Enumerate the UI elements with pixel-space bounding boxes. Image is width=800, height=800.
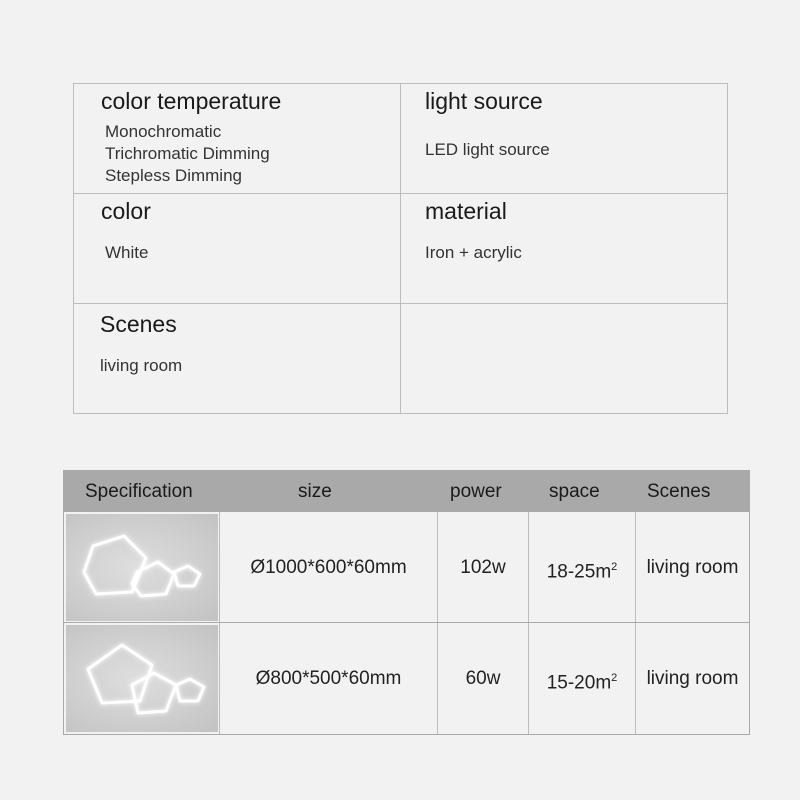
color-temperature-value-3: Stepless Dimming bbox=[105, 166, 242, 185]
scenes-title: Scenes bbox=[100, 311, 177, 337]
space-unit-superscript: 2 bbox=[611, 672, 618, 684]
scenes-cell bbox=[74, 304, 401, 413]
space-unit-superscript: 2 bbox=[611, 561, 618, 573]
color-temperature-title: color temperature bbox=[101, 88, 282, 114]
attribute-table bbox=[73, 83, 728, 414]
color-temperature-value-1: Monochromatic bbox=[105, 122, 222, 141]
color-value: White bbox=[105, 243, 149, 262]
space-value-text: 15-20m bbox=[546, 672, 612, 694]
size-value: Ø1000*600*60mm bbox=[250, 557, 407, 578]
lamp-icon bbox=[66, 514, 218, 621]
specification-table bbox=[63, 470, 750, 735]
pentagon-ceiling-lamp-image bbox=[66, 514, 218, 621]
space-value-text: 18-25m bbox=[546, 561, 612, 583]
light-source-title: light source bbox=[425, 88, 543, 114]
header-specification: Specification bbox=[85, 481, 193, 502]
empty-cell bbox=[401, 304, 727, 413]
table-row bbox=[64, 512, 749, 623]
color-title: color bbox=[101, 198, 151, 224]
pentagon-ceiling-lamp-image bbox=[66, 625, 218, 732]
header-size: size bbox=[298, 481, 332, 502]
space-value bbox=[529, 512, 635, 623]
spec-table-header bbox=[64, 471, 749, 512]
material-value: Iron + acrylic bbox=[425, 243, 522, 262]
header-scenes: Scenes bbox=[647, 481, 711, 502]
header-power: power bbox=[450, 481, 502, 502]
color-cell bbox=[74, 194, 401, 304]
table-row bbox=[64, 623, 749, 734]
scenes-value: living room bbox=[646, 668, 739, 689]
size-value: Ø800*500*60mm bbox=[255, 668, 402, 689]
color-temperature-cell bbox=[74, 84, 401, 194]
material-title: material bbox=[425, 198, 507, 224]
scenes-value: living room bbox=[100, 356, 183, 375]
material-cell bbox=[401, 194, 727, 304]
space-value bbox=[529, 623, 635, 734]
scenes-value: living room bbox=[646, 557, 739, 578]
lamp-icon bbox=[66, 625, 218, 732]
light-source-cell bbox=[401, 84, 727, 194]
color-temperature-value-2: Trichromatic Dimming bbox=[105, 144, 270, 163]
power-value: 60w bbox=[465, 668, 501, 689]
light-source-value: LED light source bbox=[425, 140, 550, 159]
header-space: space bbox=[549, 481, 600, 502]
power-value: 102w bbox=[460, 557, 506, 578]
